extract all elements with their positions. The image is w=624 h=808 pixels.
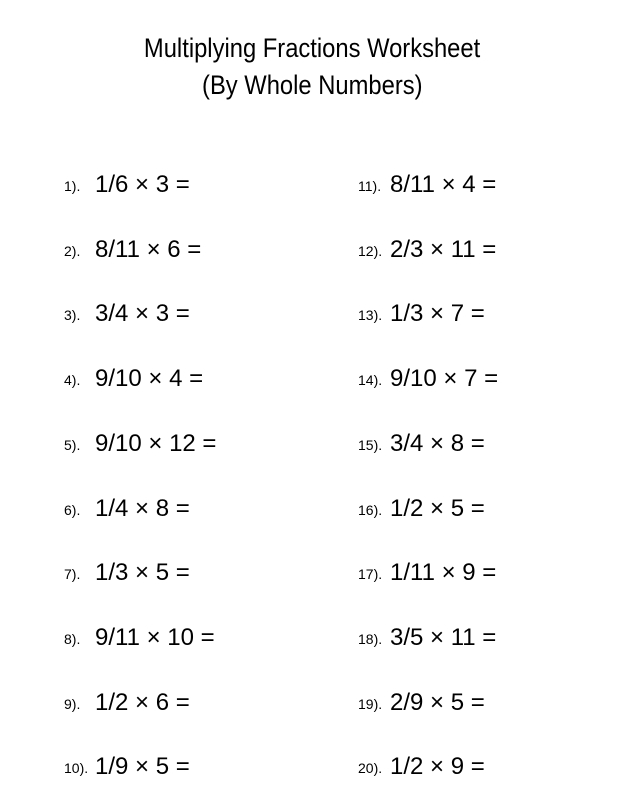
problem-number: 8). <box>64 630 81 647</box>
problem-number: 13). <box>358 307 383 324</box>
problem-number: 1). <box>64 178 81 194</box>
problem-expression: 3/4 × 8 = <box>390 429 485 457</box>
problem-number: 2). <box>64 242 81 259</box>
problem-expression: 1/2 × 5 = <box>390 494 485 522</box>
problem-expression: 9/10 × 4 = <box>95 365 204 393</box>
problem-expression: 1/3 × 7 = <box>390 300 485 328</box>
problem-expression: 2/3 × 11 = <box>390 235 497 263</box>
problem-number: 5). <box>64 436 81 453</box>
problem-expression: 1/11 × 9 = <box>390 559 497 587</box>
problem-number: 11). <box>358 178 382 194</box>
problem-expression: 1/3 × 5 = <box>95 559 190 587</box>
problem-expression: 9/11 × 10 = <box>95 623 215 651</box>
problem-expression: 3/4 × 3 = <box>95 300 190 328</box>
problem-number: 14). <box>358 372 383 389</box>
problem-expression: 1/2 × 6 = <box>95 688 190 716</box>
problem-expression: 1/9 × 5 = <box>95 753 190 781</box>
problem-number: 12). <box>358 242 383 259</box>
problem-number: 16). <box>358 501 383 518</box>
problem-expression: 8/11 × 4 = <box>390 171 497 198</box>
problem-number: 18). <box>358 630 383 647</box>
problem-number: 6). <box>64 501 81 518</box>
problem-expression: 8/11 × 6 = <box>95 235 202 263</box>
problem-expression: 1/4 × 8 = <box>95 494 190 522</box>
problem-expression: 2/9 × 5 = <box>390 688 485 716</box>
title-line-1: Multiplying Fractions Worksheet <box>143 33 481 63</box>
problem-number: 7). <box>64 566 81 583</box>
problem-expression: 1/2 × 9 = <box>390 753 485 781</box>
problem-number: 15). <box>358 436 383 453</box>
worksheet-subtitle <box>0 69 624 101</box>
problem-number: 4). <box>64 372 81 389</box>
problem-number: 3). <box>64 307 81 324</box>
problem-expression: 1/6 × 3 = <box>95 171 190 198</box>
problem-expression: 9/10 × 7 = <box>390 365 499 393</box>
problem-number: 10). <box>64 760 89 777</box>
problem-number: 20). <box>358 760 383 777</box>
worksheet-title <box>0 32 624 64</box>
problem-number: 17). <box>358 566 383 583</box>
title-line-2: (By Whole Numbers) <box>201 70 423 100</box>
problem-number: 19). <box>358 695 383 712</box>
problem-expression: 9/10 × 12 = <box>95 429 217 457</box>
problem-expression: 3/5 × 11 = <box>390 623 497 651</box>
problem-number: 9). <box>64 695 81 712</box>
